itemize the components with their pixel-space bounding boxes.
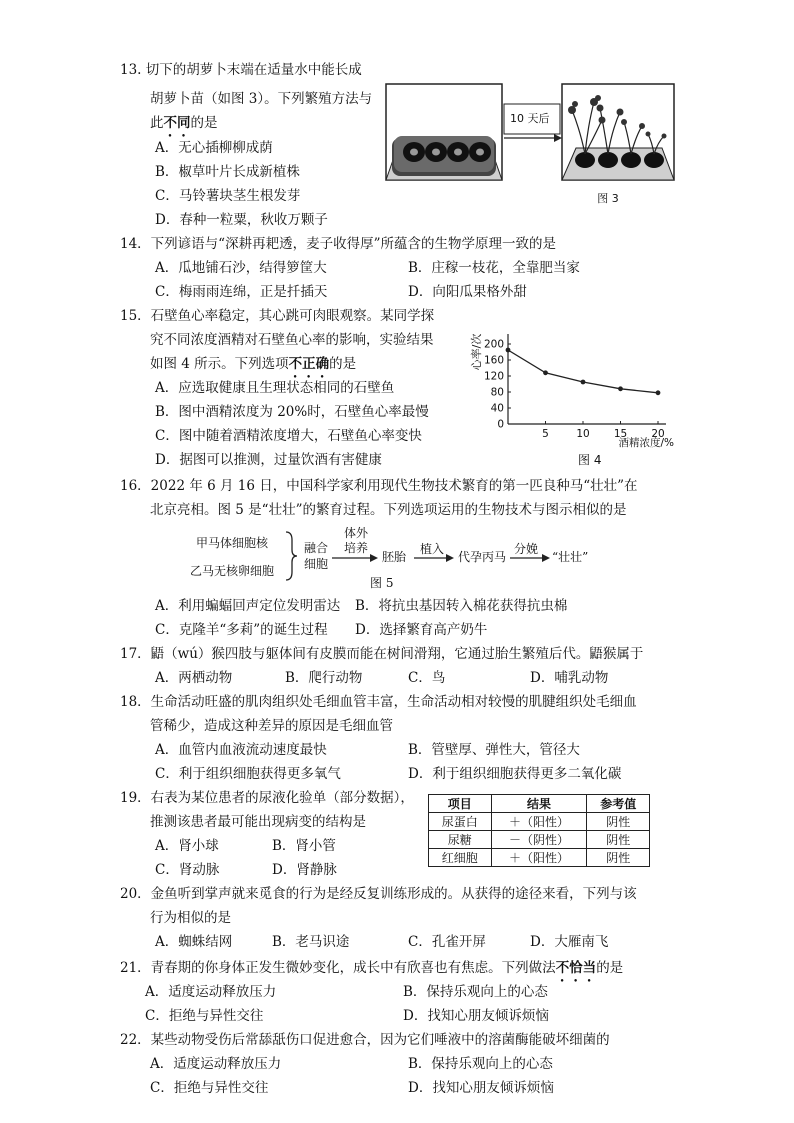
q16-option-b: B．将抗虫基因转入棉花获得抗虫棉 [355, 598, 568, 614]
figure-5-caption: 图 5 [370, 576, 394, 590]
table-cell: 红细胞 [429, 849, 492, 867]
q18-option-a: A．血管内血液流动速度最快 [155, 742, 327, 758]
chart-data-point [506, 348, 511, 353]
q17-option-b: B．爬行动物 [285, 670, 363, 686]
chart-x-tick-label: 15 [613, 428, 628, 440]
table-cell: 阴性 [587, 849, 650, 867]
figure-3 [380, 80, 680, 210]
table-cell: ＋（阳性） [491, 813, 587, 831]
flow-result: “壮壮” [552, 550, 589, 564]
table-row [429, 849, 650, 867]
q16-line1: 16．2022 年 6 月 16 日，中国科学家利用现代生物技术繁育的第一匹良种马“壮壮”在 [120, 478, 638, 494]
chart-x-tick-label: 20 [651, 428, 665, 440]
q22-option-c: C．拒绝与异性交往 [150, 1080, 269, 1096]
carrot-tray-after-illustration [562, 84, 674, 180]
q22-stem: 22．某些动物受伤后常舔舐伤口促进愈合，因为它们唾液中的溶菌酶能破坏细菌的 [120, 1032, 610, 1048]
q19-option-b: B．肾小管 [272, 838, 336, 854]
q15-option-c: C．图中随着酒精浓度增大，石壁鱼心率变快 [155, 428, 422, 444]
chart-y-tick-label: 40 [490, 402, 504, 415]
q13-line2: 胡萝卜苗（如图 3）。下列繁殖方法与 [150, 91, 373, 107]
q22-option-b: B．保持乐观向上的心态 [408, 1056, 553, 1072]
flow-step-1: 融合细胞 [304, 541, 329, 571]
q19-line2: 推测该患者最可能出现病变的结构是 [150, 814, 366, 830]
q20-line2: 行为相似的是 [150, 910, 231, 926]
arrow-icon [332, 554, 378, 562]
flow-arrow-2-label: 植入 [420, 542, 445, 556]
table-header-cell: 项目 [429, 795, 492, 813]
q21-stem: 21．青春期的你身体正发生微妙变化，成长中有欣喜也有焦虑。下列做法不恰当的是 [120, 960, 624, 976]
q17-stem: 17．鼯（wú）猴四肢与躯体间有皮膜而能在树间滑翔，它通过胎生繁殖后代。鼯猴属于 [120, 646, 644, 662]
table-cell: 尿蛋白 [429, 813, 492, 831]
q20-option-c: C．孔雀开屏 [408, 934, 486, 950]
chart-series-line [508, 350, 658, 393]
q18-line1: 18．生命活动旺盛的肌肉组织处毛细血管丰富，生命活动相对较慢的肌腱组织处毛细血 [120, 694, 637, 710]
figure-3-caption: 图 3 [597, 192, 619, 205]
q17-option-c: C．鸟 [408, 670, 446, 686]
q15-option-a: A．应选取健康且生理状态相同的石壁鱼 [155, 380, 395, 396]
chart-x-tick-label: 10 [576, 428, 590, 440]
flow-input-1: 甲马体细胞核 [196, 536, 269, 550]
q20-option-d: D．大雁南飞 [530, 934, 609, 950]
q22-option-d: D．找知心朋友倾诉烦恼 [408, 1080, 554, 1096]
q15-option-d: D．据图可以推测，过量饮酒有害健康 [155, 452, 382, 468]
q19-option-c: C．肾动脉 [155, 862, 220, 878]
table-cell: 阴性 [587, 813, 650, 831]
flow-arrow-3-label: 分娩 [514, 542, 539, 556]
q13-option-b: B．椒草叶片长成新植株 [155, 164, 300, 180]
q17-option-d: D．哺乳动物 [530, 670, 609, 686]
q22-option-a: A．适度运动释放压力 [150, 1056, 282, 1072]
table-cell: 阴性 [587, 831, 650, 849]
q14-option-c: C．梅雨雨连绵，正是扦插天 [155, 284, 328, 300]
q14-option-b: B．庄稼一枝花，全靠肥当家 [408, 260, 580, 276]
q15-line2: 究不同浓度酒精对石壁鱼心率的影响，实验结果 [150, 332, 434, 348]
q19-option-d: D．肾静脉 [272, 862, 337, 878]
chart-data-point [618, 386, 623, 391]
table-header-cell: 参考值 [587, 795, 650, 813]
q18-line2: 管稀少，造成这种差异的原因是毛细血管 [150, 718, 393, 734]
q19-line1: 19．右表为某位患者的尿液化验单（部分数据）， [120, 790, 414, 806]
q13-line3: 此不同的是 [150, 115, 218, 131]
flow-step-2: 胚胎 [382, 550, 407, 564]
q17-option-a: A．两栖动物 [155, 670, 233, 686]
chart-y-tick-label: 80 [490, 386, 504, 399]
flow-step-3: 代孕丙马 [458, 550, 507, 564]
q16-option-a: A．利用蝙蝠回声定位发明雷达 [155, 598, 341, 614]
q13-line1: 13. 切下的胡萝卜末端在适量水中能长成 [120, 62, 362, 78]
q15-line3: 如图 4 所示。下列选项不正确的是 [150, 356, 357, 372]
table-row [429, 831, 650, 849]
chart-ylabel: 心率/次 [470, 333, 483, 371]
q13-option-c: C．马铃薯块茎生根发芽 [155, 188, 301, 204]
table-header-row [429, 795, 650, 813]
table-row [429, 813, 650, 831]
brace-icon [284, 530, 298, 582]
flow-arrow-1-label: 体外培养 [344, 526, 369, 555]
q20-option-b: B．老马识途 [272, 934, 350, 950]
q19-option-a: A．肾小球 [155, 838, 219, 854]
q21-option-b: B．保持乐观向上的心态 [403, 984, 548, 1000]
chart-data-point [543, 370, 548, 375]
q13-option-d: D．春种一粒粟，秋收万颗子 [155, 212, 328, 228]
q20-line1: 20．金鱼听到掌声就来觅食的行为是经反复训练形成的。从获得的途径来看，下列与该 [120, 886, 637, 902]
chart-y-tick-label: 160 [483, 354, 504, 367]
chart-data-point [581, 380, 586, 385]
q14-option-a: A．瓜地铺石沙，结得箩筐大 [155, 260, 327, 276]
arrow-icon [510, 554, 550, 562]
carrot-tray-before-illustration [386, 84, 502, 180]
table-header-cell: 结果 [491, 795, 587, 813]
chart-xlabel: 酒精浓度/% [618, 437, 674, 449]
table-cell: －（阴性） [491, 831, 587, 849]
q16-line2: 北京亮相。图 5 是“壮壮”的繁育过程。下列选项运用的生物技术与图示相似的是 [150, 502, 627, 518]
chart-y-tick-label: 0 [497, 418, 504, 431]
chart-x-tick-label: 5 [542, 428, 549, 440]
q15-option-b: B．图中酒精浓度为 20%时，石壁鱼心率最慢 [155, 404, 429, 420]
q18-option-b: B．管壁厚、弹性大，管径大 [408, 742, 580, 758]
q18-option-c: C．利于组织细胞获得更多氧气 [155, 766, 341, 782]
chart-y-tick-label: 120 [483, 370, 504, 383]
q14-option-d: D．向阳瓜果格外甜 [408, 284, 527, 300]
q15-line1: 15．石壁鱼心率稳定，其心跳可肉眼观察。某同学探 [120, 308, 435, 324]
table-cell: 尿糖 [429, 831, 492, 849]
chart-y-tick-label: 200 [483, 338, 504, 351]
figure-4-caption: 图 4 [578, 453, 602, 467]
q14-stem: 14．下列谚语与“深耕再耙透，麦子收得厚”所蕴含的生物学原理一致的是 [120, 236, 556, 252]
figure-4-chart [468, 316, 678, 476]
q18-option-d: D．利于组织细胞获得更多二氧化碳 [408, 766, 622, 782]
q21-option-c: C．拒绝与异性交往 [145, 1008, 264, 1024]
chart-data-point [656, 390, 661, 395]
q21-option-a: A．适度运动释放压力 [145, 984, 277, 1000]
q16-option-d: D．选择繁育高产奶牛 [355, 622, 488, 638]
flow-input-2: 乙马无核卵细胞 [190, 564, 275, 578]
q21-option-d: D．找知心朋友倾诉烦恼 [403, 1008, 549, 1024]
figure-3-arrow-label: 10 天后 [510, 112, 550, 125]
q16-option-c: C．克隆羊“多莉”的诞生过程 [155, 622, 328, 638]
table-cell: ＋（阳性） [491, 849, 587, 867]
arrow-icon [414, 554, 454, 562]
q20-option-a: A．蜘蛛结网 [155, 934, 233, 950]
q13-option-a: A．无心插柳柳成荫 [155, 140, 273, 156]
urine-test-table [428, 794, 650, 867]
